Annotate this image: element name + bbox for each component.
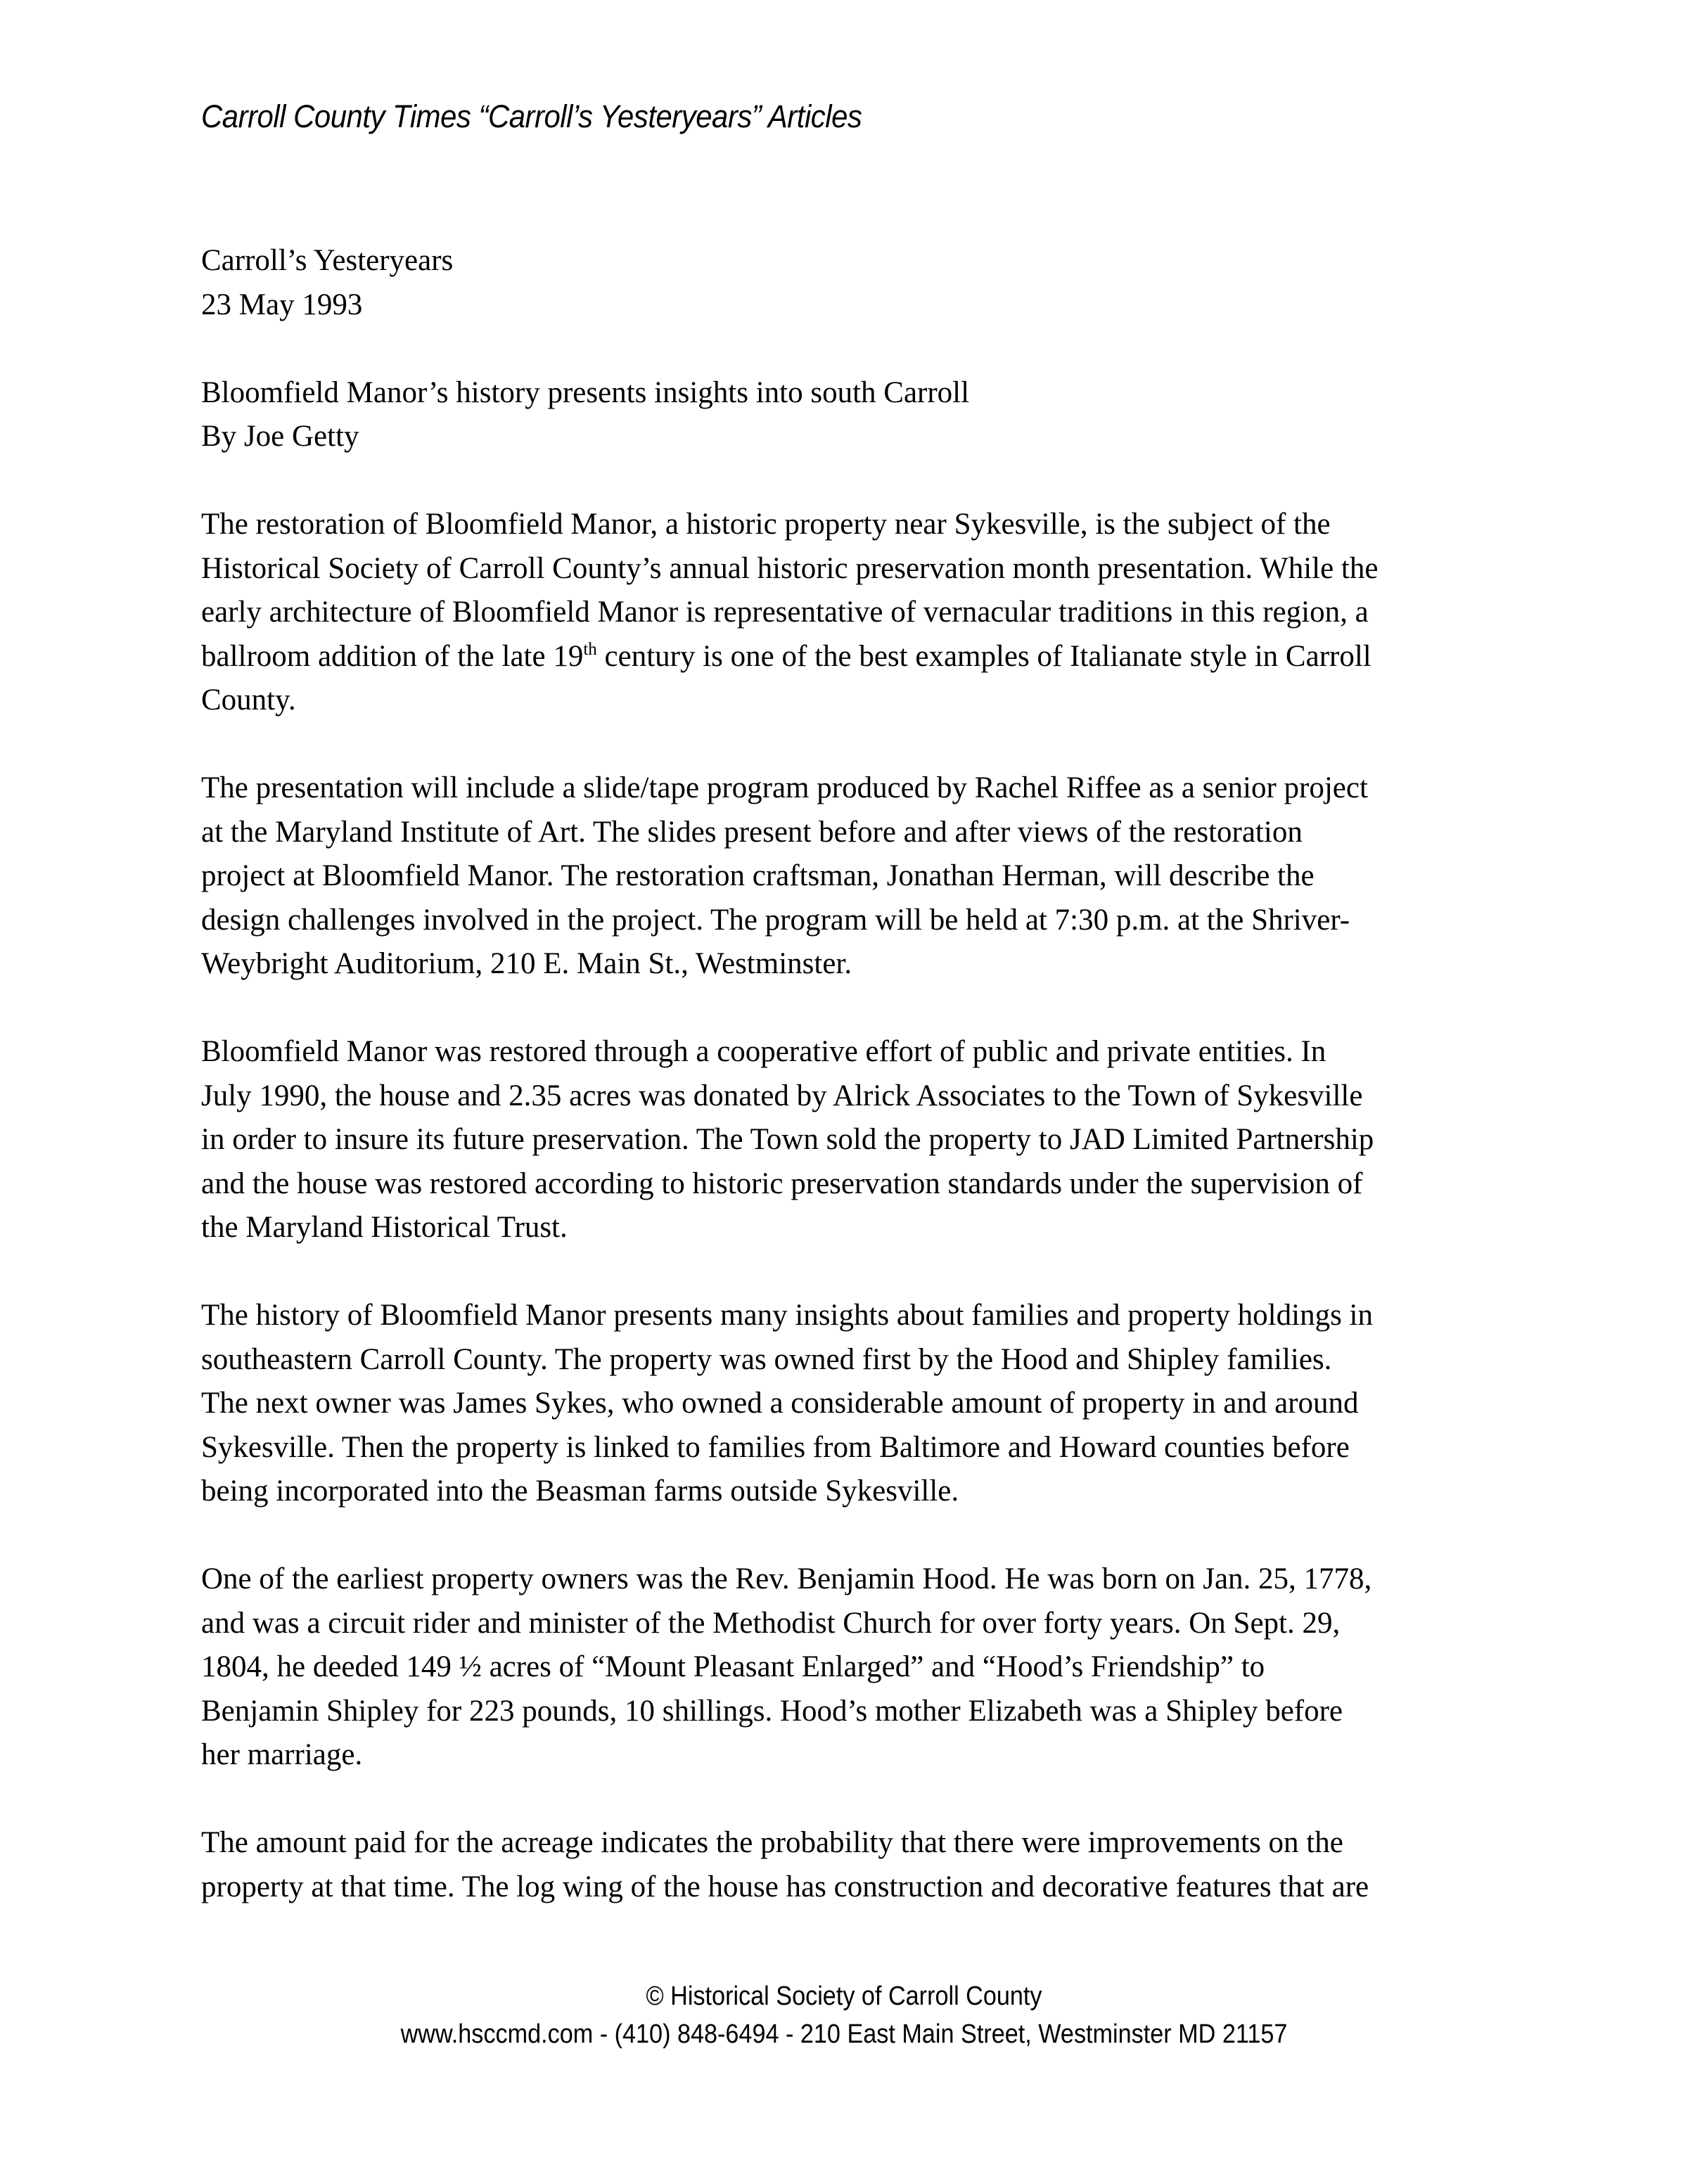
- text-line: Bloomfield Manor was restored through a cooperative effort of public and private entities. In: [201, 1035, 1326, 1068]
- text-line: The restoration of Bloomfield Manor, a historic property near Sykesville, is the subject of the: [201, 508, 1331, 541]
- text-line: Weybright Auditorium, 210 E. Main St., Westminster.: [201, 947, 852, 980]
- text-line: The next owner was James Sykes, who owned a considerable amount of property in and around: [201, 1387, 1359, 1420]
- article-headline: Bloomfield Manor’s history presents insights into south Carroll: [201, 375, 970, 409]
- text-line: design challenges involved in the project. The program will be held at 7:30 p.m. at the Shriver-: [201, 903, 1350, 937]
- article-byline: By Joe Getty: [201, 420, 359, 453]
- text-line: The history of Bloomfield Manor presents many insights about families and property holdings in: [201, 1299, 1373, 1332]
- text-line: early architecture of Bloomfield Manor is representative of vernacular traditions in this region, a: [201, 596, 1369, 629]
- paragraph-2: [201, 766, 1509, 987]
- text-segment: ballroom addition of the late 19: [201, 639, 584, 673]
- paragraph-1: [201, 503, 1509, 723]
- text-line: [201, 635, 1509, 679]
- text-line: Historical Society of Carroll County’s annual historic preservation month presentation. While the: [201, 551, 1379, 585]
- text-line: being incorporated into the Beasman farms outside Sykesville.: [201, 1475, 959, 1508]
- text-line: property at that time. The log wing of the house has construction and decorative features that are: [201, 1870, 1369, 1903]
- paragraph-6: [201, 1821, 1509, 1909]
- text-line: and the house was restored according to historic preservation standards under the supervision of: [201, 1167, 1363, 1200]
- text-line: One of the earliest property owners was the Rev. Benjamin Hood. He was born on Jan. 25, 1778,: [201, 1562, 1372, 1595]
- article-date: 23 May 1993: [201, 288, 363, 321]
- text-line: in order to insure its future preservation. The Town sold the property to JAD Limited Partnership: [201, 1123, 1374, 1156]
- text-line: project at Bloomfield Manor. The restoration craftsman, Jonathan Herman, will describe the: [201, 859, 1315, 892]
- page-header-title: Carroll County Times “Carroll’s Yesteryears” Articles: [201, 98, 862, 134]
- footer-copyright: © Historical Society of Carroll County: [646, 1981, 1042, 2011]
- text-line: The presentation will include a slide/tape program produced by Rachel Riffee as a senior project: [201, 771, 1368, 804]
- text-line: Benjamin Shipley for 223 pounds, 10 shillings. Hood’s mother Elizabeth was a Shipley before: [201, 1694, 1343, 1728]
- text-line: Sykesville. Then the property is linked to families from Baltimore and Howard counties before: [201, 1430, 1350, 1464]
- text-line: 1804, he deeded 149 ½ acres of “Mount Pleasant Enlarged” and “Hood’s Friendship” to: [201, 1650, 1265, 1683]
- text-segment: century is one of the best examples of Italianate style in Carroll: [596, 639, 1372, 673]
- text-line: the Maryland Historical Trust.: [201, 1211, 568, 1244]
- footer-contact: www.hsccmd.com - (410) 848-6494 - 210 East Main Street, Westminster MD 21157: [400, 2019, 1288, 2049]
- text-line: The amount paid for the acreage indicates the probability that there were improvements on the: [201, 1826, 1343, 1859]
- text-line: at the Maryland Institute of Art. The slides present before and after views of the restoration: [201, 815, 1303, 849]
- paragraph-5: [201, 1557, 1509, 1778]
- superscript-ordinal: th: [583, 639, 597, 659]
- article-body: [201, 239, 1509, 1953]
- text-line: County.: [201, 683, 296, 717]
- page-footer: [0, 1977, 1688, 2053]
- paragraph-3: [201, 1030, 1509, 1250]
- text-line: and was a circuit rider and minister of the Methodist Church for over forty years. On Sept. 29,: [201, 1606, 1341, 1640]
- text-line: July 1990, the house and 2.35 acres was donated by Alrick Associates to the Town of Sykesville: [201, 1079, 1363, 1112]
- column-name: Carroll’s Yesteryears: [201, 244, 454, 277]
- paragraph-4: [201, 1294, 1509, 1514]
- text-line: southeastern Carroll County. The property was owned first by the Hood and Shipley families.: [201, 1342, 1332, 1376]
- text-line: her marriage.: [201, 1738, 363, 1771]
